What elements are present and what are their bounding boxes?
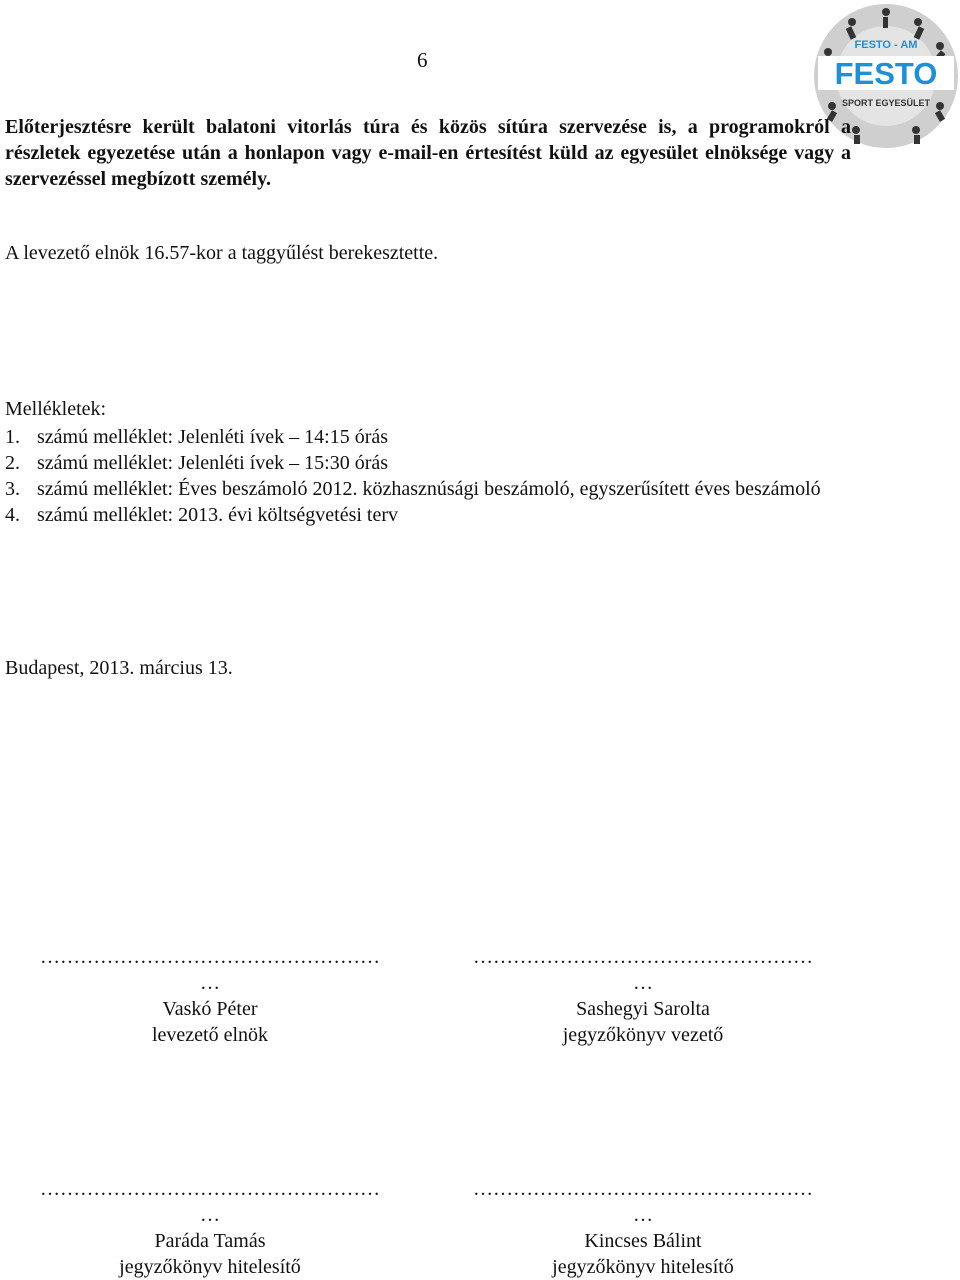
signer-name: Paráda Tamás (154, 1230, 266, 1252)
logo-main-text: FESTO (834, 56, 938, 91)
attachment-text: számú melléklet: 2013. évi költségvetési terv (37, 504, 399, 526)
signer-role: jegyzőkönyv hitelesítő (552, 1256, 734, 1278)
signer-name: Kincses Bálint (584, 1230, 702, 1252)
signer-role: jegyzőkönyv vezető (562, 1024, 724, 1046)
page-number: 6 (417, 48, 428, 72)
signature-line: …………………………………………… (40, 1178, 380, 1200)
list-item (5, 476, 855, 502)
attachments-heading: Mellékletek: (5, 398, 107, 420)
logo-bottom-text: SPORT EGYESÜLET (841, 98, 931, 108)
signature-line: …………………………………………… (473, 1178, 813, 1200)
list-item (5, 450, 855, 476)
attachment-text: számú melléklet: Jelenléti ívek – 14:15 órás (37, 426, 389, 448)
attachment-number: 1. (5, 426, 20, 448)
attachment-text: számú melléklet: Éves beszámoló 2012. közhasznúsági beszámoló, egyszerűsített éves beszámoló (37, 478, 821, 500)
signature-ellipsis: … (200, 972, 220, 994)
place-and-date: Budapest, 2013. március 13. (5, 657, 233, 679)
signature-ellipsis: … (633, 1204, 653, 1226)
list-item (5, 424, 855, 450)
signer-name: Sashegyi Sarolta (576, 998, 710, 1020)
signature-block-secretary (433, 944, 853, 1048)
attachment-number: 3. (5, 478, 20, 500)
list-item (5, 502, 855, 528)
signer-role: jegyzőkönyv hitelesítő (119, 1256, 301, 1278)
signature-line: …………………………………………… (473, 946, 813, 968)
signature-ellipsis: … (200, 1204, 220, 1226)
signature-block-authenticator-1 (0, 1176, 420, 1280)
logo-top-text: FESTO - AM (854, 39, 918, 51)
attachment-text: számú melléklet: Jelenléti ívek – 15:30 órás (37, 452, 389, 474)
signer-name: Vaskó Péter (162, 998, 258, 1020)
attachments-list (5, 424, 855, 528)
signature-block-authenticator-2 (433, 1176, 853, 1280)
signer-role: levezető elnök (151, 1024, 269, 1046)
signature-ellipsis: … (633, 972, 653, 994)
closing-statement: A levezető elnök 16.57-kor a taggyűlést berekesztette. (5, 242, 439, 264)
signature-line: …………………………………………… (40, 946, 380, 968)
signature-block-chair (0, 944, 420, 1048)
attachment-number: 4. (5, 504, 20, 526)
attachment-number: 2. (5, 452, 20, 474)
proposal-paragraph: Előterjesztésre került balatoni vitorlás túra és közös sítúra szervezése is, a programokról a részletek egyezetése után a honlapon vagy e-mail-en értesítést küld az egyesület elnöksége vagy a szervezéssel megbízott személy. (5, 116, 851, 190)
